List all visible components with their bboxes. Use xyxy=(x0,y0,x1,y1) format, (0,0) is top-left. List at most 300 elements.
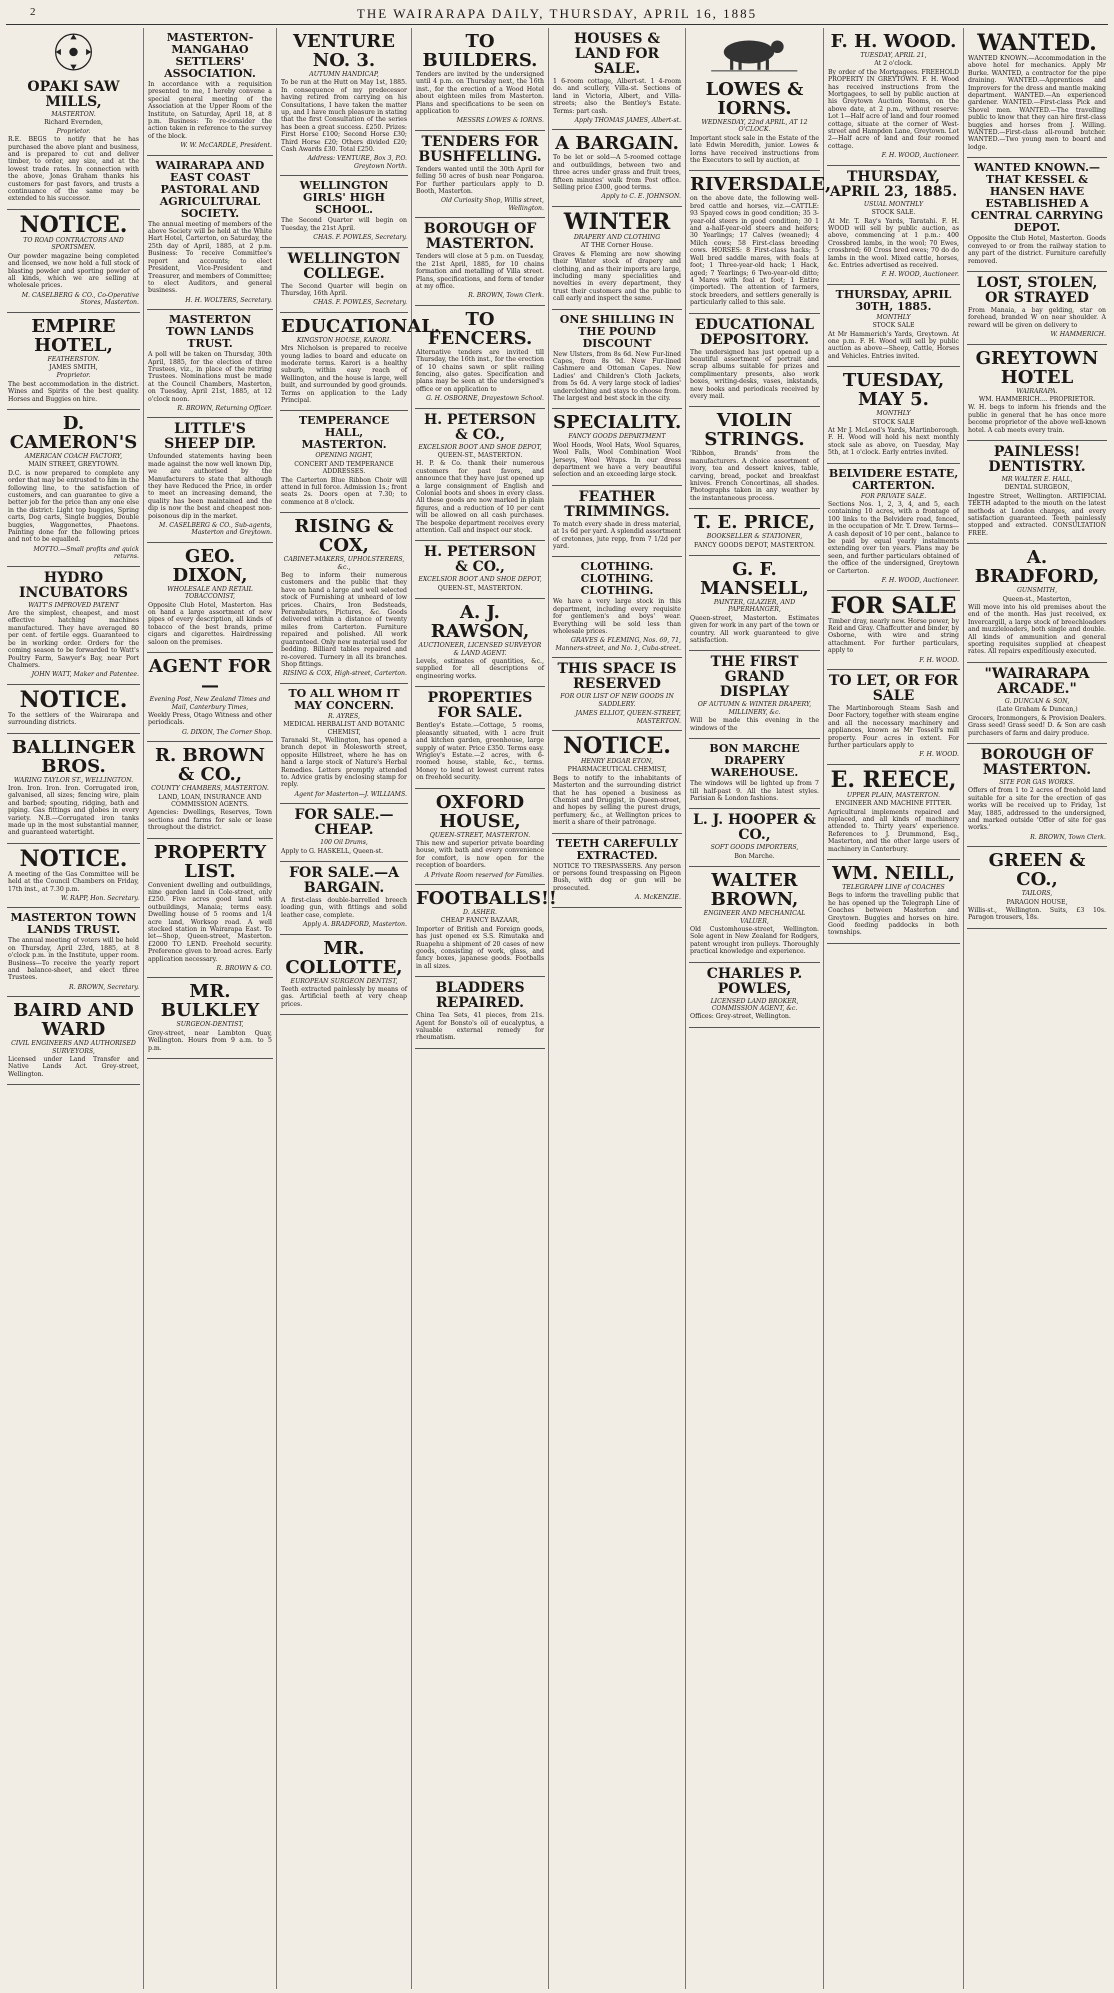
ad-heading: EDUCATIONAL. xyxy=(281,315,441,337)
advertisement xyxy=(280,313,441,412)
ad-body: Offices: Grey-street, Wellington. xyxy=(690,1013,791,1021)
advertisement xyxy=(7,734,140,844)
advertisement xyxy=(7,997,140,1085)
ad-signature: CHAS. F. POWLES, Secretary. xyxy=(313,234,407,242)
ad-body: Weekly Press, Otago Witness and other periodicals. xyxy=(148,711,272,727)
advertisement xyxy=(7,908,140,997)
page-number: 2 xyxy=(30,6,36,18)
advertisement xyxy=(967,28,1107,158)
ad-heading: AGENT FOR— xyxy=(148,656,272,697)
advertisement xyxy=(552,207,682,310)
advertisement xyxy=(147,978,273,1059)
advertisement xyxy=(7,567,140,685)
ad-heading: FOR SALE.—A BARGAIN. xyxy=(289,865,399,896)
ad-name: MAIN STREET, GREYTOWN. xyxy=(28,461,119,469)
ad-name: STOCK SALE xyxy=(872,418,915,426)
advertisement xyxy=(147,156,273,310)
ad-body: At Mr. T. Ray's Yards, Taratahi. F. H. WOOD will sell by public auction, as above, commencing at 1 p.m.: 400 Crossbred lambs, in the wool; 70 Ewes, crossbred; 60 Cross bred ewes; 70 do do lambs in the wool. Mixed cattle, horses, &c. Entries advertised as received. xyxy=(828,217,959,269)
ad-subheading: MR WALTER E. HALL, xyxy=(1001,475,1073,483)
ad-body: Licensed under Land Transfer and Native Lands Act. Grey-street, Wellington. xyxy=(8,1056,139,1078)
ad-body: The Second Quarter will begin on Tuesday, the 21st April. xyxy=(281,217,407,232)
ad-body: 1 6-room cottage, Albert-st. 1 4-room do. and scullery, Villa-st. Sections of land in Victoria, Albert, and Villa-streets; also the Bentley's Estate. Terms: part cash. xyxy=(553,78,681,115)
ad-heading: WELLINGTON GIRLS' HIGH SCHOOL. xyxy=(299,179,389,217)
advertisement xyxy=(689,651,820,739)
ad-body: Tenders are invited by the undersigned until 4 p.m. on Thursday next, the 16th inst., for the erection of a Wood Hotel about eighteen miles from Masterton. Plans and specifications to be seen on application to xyxy=(416,71,544,116)
ad-body: W. H. begs to inform his friends and the public in general that he has once more become proprietor of the above well-known hotel. A cab meets every train. xyxy=(968,404,1106,434)
advertisement xyxy=(689,739,820,809)
ad-body: NOTICE TO TRESPASSERS. Any person or persons found trespassing on Pigeon Bush, with dog or gun will be prosecuted. xyxy=(553,862,681,892)
ad-body: To be let or sold—A 5-roomed cottage and outbuildings, between two and three acres under grass and fruit trees, fifteen minutes' walk from Post office. Selling price £300, good terms. xyxy=(553,154,681,192)
ad-heading: BELVIDERE ESTATE, CARTERTON. xyxy=(828,466,959,492)
ad-heading: OPAKI SAW MILLS, xyxy=(27,79,120,110)
ad-name: ENGINEER AND MACHINE FITTER. xyxy=(835,800,952,808)
ad-body: The windows will be lighted up from 7 till half-past 9. All the latest styles. Parisian & London fashions. xyxy=(690,780,819,802)
ad-heading: BAIRD AND WARD xyxy=(13,1000,134,1041)
ad-name: PARAGON HOUSE, xyxy=(1006,898,1068,906)
ad-heading: EMPIRE HOTEL, xyxy=(31,315,116,356)
advertisement xyxy=(415,409,545,542)
ad-heading: GREYTOWN HOTEL xyxy=(975,347,1099,388)
ad-body: Tenders wanted until the 30th April for felling 50 acres of bush near Pongaroa. For further particulars apply to D. Booth, Masterton. xyxy=(416,165,544,196)
ad-heading: FEATHER TRIMMINGS. xyxy=(564,488,670,520)
ad-body: Tenders will close at 5 p.m. on Tuesday, the 21st April, 1885, for 10 chains formation and metalling of Villa street. Plans, specifications, and form of tender at my office. xyxy=(416,253,544,290)
ad-heading: CHARLES P. POWLES, xyxy=(706,965,803,997)
advertisement xyxy=(552,28,682,130)
advertisement xyxy=(552,409,682,485)
ad-heading: THURSDAY, APRIL 30TH, 1885. xyxy=(835,287,952,313)
ad-body: Begs to inform the travelling public that he has opened up the Telegraph Line of Coaches between Masterton and Greytown. Buggies and horses on hire. Good feeding paddocks in both townships. xyxy=(828,892,959,937)
ad-heading: A. BRADFORD, xyxy=(974,547,1100,588)
advertisement xyxy=(967,744,1107,847)
ad-subheading: TUESDAY, APRIL 21, xyxy=(860,52,927,59)
ad-subheading: G. DUNCAN & SON, xyxy=(1004,697,1070,705)
ad-name: PHARMACEUTICAL CHEMIST, xyxy=(567,766,667,774)
ad-body: This new and superior private boarding house, with bath and every convenience for comfort, is now open for the reception of boarders. xyxy=(416,839,544,870)
ad-body: A first-class double-barrelled breech loading gun, with fittings and solid leather case, complete. xyxy=(281,897,407,919)
ad-subheading: USUAL MONTHLY xyxy=(863,200,924,208)
ad-body: To the settlers of the Wairarapa and surrounding districts. xyxy=(8,711,139,727)
advertisement xyxy=(552,130,682,206)
ad-signature: MOTTO.—Small profits and quick returns. xyxy=(33,545,139,561)
ad-heading: CLOTHING. CLOTHING. CLOTHING. xyxy=(580,560,654,598)
ad-signature: G. H. OSBORNE, Drayestown School. xyxy=(425,395,544,403)
ad-heading: MASTERTON TOWN LANDS TRUST. xyxy=(166,313,254,351)
ad-body: China Tea Sets, 41 pieces, from 21s. Agent for Bonsto's oil of eucalyptus, a valuable external remedy for rheumatism. xyxy=(416,1012,544,1042)
advertisement xyxy=(827,28,960,166)
ad-heading: WM. NEILL, xyxy=(832,863,955,885)
ad-heading: D. CAMERON'S xyxy=(9,412,138,453)
ad-title: Proprietor. xyxy=(56,127,91,135)
ad-subheading: FOR OUR LIST OF NEW GOODS IN SADDLERY. xyxy=(560,693,674,708)
ad-subheading: KINGSTON HOUSE, KARORI. xyxy=(296,336,392,344)
ad-body: The Martinborough Steam Sash and Door Factory, together with steam engine and all the necessary machinery and appliances, known as Mr Tossell's mill property. Four acres in extent. For further particulars apply to xyxy=(828,704,959,749)
ad-body: H. P. & Co. thank their numerous customers for past favors, and announce that they have just opened up a large consignment of English and Colonial boots and shoes in every class. All these goods are now marked in plain figures, and a reduction of 10 per cent will be allowed on all cash purchases. The bespoke department receives every attention. Call and inspect our stock. xyxy=(416,460,544,535)
ad-heading: LITTLE'S SHEEP DIP. xyxy=(164,421,256,453)
ad-name: AT THE Corner House. xyxy=(580,242,654,250)
ad-body: The best accommodation in the district. Wines and Spirits of the best quality. Horses and Buggies on hire. xyxy=(8,380,139,403)
ad-heading: LOWES & IORNS. xyxy=(705,79,804,119)
ad-heading: NOTICE. xyxy=(19,686,128,713)
ad-body: 'Ribbon, Brands' from the manufacturers. A choice assortment of ivory, tea and dessert knives, table, carving, bread, pocket and breakfast knives. French Concertinas, all shades. Photographs taken in any weather by the instantaneous process. xyxy=(690,450,819,502)
ad-subheading: DRAPERY AND CLOTHING xyxy=(573,233,661,241)
ad-signature: M. CASELBERG & CO., Co-Operative Stores, Masterton. xyxy=(21,291,139,307)
ad-name: Richard Evernden, xyxy=(44,119,103,127)
ad-body: Offers of from 1 to 2 acres of freehold land suitable for a site for the erection of gas works will be received up to Friday, 1st May, 1885, addressed to the undersigned, and marked outside 'Offer of site for gas works.' xyxy=(968,787,1106,832)
advertisement xyxy=(147,28,273,156)
ad-signature: W. HAMMERICH. xyxy=(1050,331,1106,339)
column-3 xyxy=(277,28,441,1989)
ad-subheading: EXCELSIOR BOOT AND SHOE DEPOT, xyxy=(418,443,542,451)
ad-heading: MASTERTON-MANGAHAO SETTLERS' ASSOCIATION. xyxy=(164,31,256,80)
ad-signature: A. McKENZIE. xyxy=(635,894,681,902)
advertisement xyxy=(552,834,682,908)
ad-signature: RISING & COX, High-street, Carterton. xyxy=(282,670,407,678)
ad-heading: MR. BULKLEY xyxy=(160,981,260,1022)
ad-body: Queen-street, Masterton. Estimates given for work in any part of the town or country. All work guaranteed to give satisfaction. xyxy=(690,614,819,645)
ad-heading: BON MARCHE DRAPERY WAREHOUSE. xyxy=(709,742,800,780)
ad-body: Ingestre Street, Wellington. ARTIFICIAL TEETH adapted to the mouth on the latest methods at London charges, and every satisfaction guaranteed. Teeth painlessly stopped and extracted. CONSULTATION FREE. xyxy=(968,492,1106,537)
ad-subheading: EUROPEAN SURGEON DENTIST, xyxy=(290,977,398,985)
ad-body: Bentley's Estate.—Cottage, 5 rooms, pleasantly situated, with 1 acre fruit and kitchen garden, greenhouse, large supply of water. Price £350. Terms easy. Wrigley's Estate.—2 acres, with 6-roomed house, stable, &c., terms. Money to lend at lowest current rates on freehold security. xyxy=(416,722,544,782)
ad-subheading: OF AUTUMN & WINTER DRAPERY, MILLINERY, &c. xyxy=(697,701,812,716)
advertisement xyxy=(967,663,1107,744)
ad-signature: H. H. WOLTERS, Secretary. xyxy=(185,296,272,304)
advertisement xyxy=(7,76,140,210)
ad-signature: GRAVES & FLEMING, Nos. 69, 71, Manners-street, and No. 1, Cuba-street. xyxy=(555,637,681,652)
ad-body: on the above date, the following well-bred cattle and horses, viz.—CATTLE: 93 Spayed cows in good condition; 35 3-year-old steers in good condition; 30 1 and a-half-year-old steers and heifers; 30 Yearlings; 17 Calves (weaned); 4 Milch cows; 58 First-class breeding cows. HORSES: 8 First-class hacks; 5 Well bred saddle mares, with foals at foot; 1 Three-year-old hack; 1 Hack, aged; 7 Yearlings; 6 Two-year-old ditto; 4 Mares with foal at foot; 1 Entire (imported). The attention of farmers, stock breeders, and settlers generally is particularly called to this sale. xyxy=(690,195,819,307)
ad-heading: G. F. MANSELL, xyxy=(700,559,809,600)
ad-heading: A. J. RAWSON, xyxy=(430,602,530,643)
advertisement xyxy=(827,860,960,944)
advertisement xyxy=(415,131,545,218)
ad-body: R.E. BEGS to notify that he has purchased the above plant and business, and is prepared to cut and deliver timber, to order, any size, and at the lowest trade rates. In connection with the above, Jonas Graham thanks his customers for past favors, and trusts a continuance of the same may be extended to his successor. xyxy=(8,136,139,203)
ad-signature: CHAS. F. POWLES, Secretary. xyxy=(313,299,407,307)
ad-signature: F. H. WOOD. xyxy=(919,751,959,759)
ad-subheading: 100 Oil Drums, xyxy=(320,839,368,847)
ad-subheading: FOR PRIVATE SALE. xyxy=(860,492,927,500)
ad-signature: A Private Room reserved for Families. xyxy=(424,871,544,879)
ad-heading: THE FIRST GRAND DISPLAY xyxy=(710,654,799,701)
ad-heading: NOTICE. xyxy=(19,845,128,872)
ad-subheading: AUCTIONEER, LICENSED SURVEYOR & LAND AGENT. xyxy=(418,642,542,657)
column-6 xyxy=(686,28,832,1989)
ad-body: The Carterton Blue Ribbon Choir will attend in full force. Admission 1s.; front seats 2s. Doors open at 7.30; to commence at 8 o'clock. xyxy=(281,476,407,506)
ad-subheading: FEATHERSTON. xyxy=(47,355,100,363)
ad-name: STOCK SALE. xyxy=(871,209,916,217)
ad-body: At Mr J. McLeod's Yards, Martinborough. F. H. Wood will hold his next monthly stock sale as above, on Tuesday, May 5th, at 1 o'clock. Early entries invited. xyxy=(828,427,959,457)
advertisement xyxy=(689,509,820,556)
ad-body: A meeting of the Gas Committee will be held at the Council Chambers on Friday, 17th inst., at 7.30 p.m. xyxy=(8,870,139,893)
ad-heading: "WAIRARAPA ARCADE." xyxy=(984,665,1090,697)
ad-heading: BLADDERS REPAIRED. xyxy=(435,980,525,1012)
ad-heading: FOR SALE xyxy=(830,592,957,619)
ad-body: The Second Quarter will begin on Thursday, 16th April. xyxy=(281,282,407,297)
ad-body: Opposite Club Hotel, Masterton. Has on hand a large assortment of new pipes of every description, all kinds of tobacco of the best brands, prime cigars and cigarettes. Hairdressing saloon on the premises. xyxy=(148,601,272,646)
ad-heading: RISING & COX, xyxy=(294,516,394,557)
ad-body: In accordance with a requisition presented to me, I hereby convene a special general meeting of the Association at the Upper Room of the Institute, on Saturday, April 18, at 8 p.m. Business: To re-consider the action taken in reference to the survey of the block. xyxy=(148,81,272,140)
ad-body: Taranaki St., Wellington, has opened a branch depot in Molesworth street, opposite Hillstreet, where he has on hand a large stock of Nature's Herbal Remedies. Letters promptly attended to. Advice gratis by enclosing stamp for reply. xyxy=(281,736,407,789)
ad-body: New Ulsters, from 8s 6d. New Fur-lined Capes, from 8s 9d. New Fur-lined Cashmere and Ottoman Capes. New Ladies' and Children's Cloth Jackets, from 5s 6d. A very large stock of ladies' underclothing and stays to choose from. The largest and best stock in the city. xyxy=(553,350,681,402)
ad-subheading: WEDNESDAY, 22nd APRIL, AT 12 O'CLOCK. xyxy=(701,119,808,134)
ad-subheading: R. AYRES, xyxy=(327,712,361,720)
advertisement xyxy=(827,591,960,670)
advertisement xyxy=(280,684,408,804)
advertisement xyxy=(689,556,820,651)
ad-body: Mrs Nicholson is prepared to receive young ladies to board and educate on moderate terms. Karori is a healthy suburb, within easy reach of Wellington, and the house is large, well built, and surrounded by good grounds. Terms on application to the Lady Principal. xyxy=(281,345,407,404)
ad-subheading: Evening Post, New Zealand Times and Mail, Canterbury Times, xyxy=(149,696,271,711)
ad-signature: Apply to C. E. JOHNSON. xyxy=(601,193,681,201)
ad-signature: W. W. McCARDLE, President. xyxy=(180,142,272,150)
advertisement xyxy=(415,306,545,409)
ad-heading: MR. COLLOTTE, xyxy=(285,937,403,978)
ad-body: Importer of British and Foreign goods, has just opened ex S.S. Rimutaka and Ruapehu a shipment of 20 cases of new goods, consisting of work, glass, and fancy boxes, japanese goods. Footballs in all sizes. xyxy=(416,925,544,970)
advertisement xyxy=(7,410,140,567)
advertisement xyxy=(827,166,960,285)
advertisement xyxy=(689,867,820,962)
ad-signature: JOHN WATT, Maker and Patentee. xyxy=(31,671,139,679)
advertisement xyxy=(689,407,820,509)
ad-heading: HOUSES & LAND FOR SALE. xyxy=(573,31,661,77)
ad-heading: FOOTBALLS!! xyxy=(416,887,557,909)
masthead-rule xyxy=(6,24,1108,25)
ad-heading: PROPERTIES FOR SALE. xyxy=(427,690,533,722)
ad-subheading: TAILORS, xyxy=(1021,890,1053,898)
ad-signature: F. H. WOOD, Auctioneer. xyxy=(881,271,959,279)
ad-heading: MASTERTON TOWN LANDS TRUST. xyxy=(10,911,137,937)
ad-body: By order of the Mortgagees. FREEHOLD PROPERTY IN GREYTOWN. F. H. Wood has received instructions from the Mortgagees, to sell by public auction at his Greytown Auction Rooms, on the above date, at 2 p.m., without reserve: Lot 1—Half acre of land and four roomed cottage, situate at the corner of West-street and Hampden Lane, Greytown. Lot 2—Half acre of land and four roomed cottage. xyxy=(828,68,959,150)
advertisement xyxy=(7,844,140,909)
ad-heading: BALLINGER BROS. xyxy=(11,736,136,777)
ad-body: Grocers, Ironmongers, & Provision Dealers. Grass seed! Grass seed! D. & Son are cash purchasers of farm and dairy produce. xyxy=(968,714,1106,737)
advertisement xyxy=(147,839,273,979)
ad-name: STOCK SALE xyxy=(872,322,915,330)
ad-body: Will move into his old premises about the end of the month. Has just received, ex Invercargill, a large stock of breechloaders and muzzleloaders, both single and double. All kinds of ammunition and general sporting requisites supplied at cheapest rates. All repairs expeditiously executed. xyxy=(968,604,1106,656)
advertisement xyxy=(280,176,408,247)
ad-body: WANTED KNOWN.—Accommodation in the above hotel for mechanics. Apply Mr Burke. WANTED, a contractor for the pipe draining. WANTED.—Apprentices and Improvers for the dress and mantle making department. WANTED.—An experienced gardener. WANTED.—First-class Pick and Shovel men. WANTED.—The travelling public to know that they can hire first-class buggies and horses from J. Willing. WANTED.—First-class all-round butcher. WANTED.—Two young men to board and lodge. xyxy=(968,55,1106,151)
ad-subheading: BOOKSELLER & STATIONER, xyxy=(706,533,803,541)
advertisement xyxy=(147,742,273,838)
ad-body: Apply to G. HASKELL, Queen-st. xyxy=(281,847,384,855)
column-7 xyxy=(824,28,964,1989)
ad-signature: R. BROWN, Secretary. xyxy=(69,983,139,991)
ad-subheading: CABINET-MAKERS, UPHOLSTERERS, &c., xyxy=(283,556,405,571)
ad-subheading: MONTHLY xyxy=(876,313,911,321)
advertisement xyxy=(967,847,1107,929)
ad-heading: NOTICE. xyxy=(19,211,128,238)
ad-heading: PROPERTY LIST. xyxy=(153,841,267,882)
ad-body: Important stock sale in the Estate of the late Edwin Meredith, junior. Lowes & Iorns have received instructions from the Executors to sell by auction, at xyxy=(690,134,819,165)
ad-subheading: AUTUMN HANDICAP, xyxy=(309,71,379,78)
advertisement xyxy=(415,789,545,885)
advertisement xyxy=(827,765,960,860)
ad-body: D.C. is now prepared to complete any order that may be entrusted to him in the following line, to the satisfaction of customers, and can guarantee to give a better job for the price than any one else in the district: Light top buggies, Spring carts, Dog carts, Single buggies, Double buggies, Waggonettes, Phaetons. Painting done for the following prices and not to be equalled. xyxy=(8,469,139,544)
ad-heading: GREEN & CO., xyxy=(988,850,1086,891)
column-1 xyxy=(4,28,144,1989)
ad-heading: TEETH CAREFULLY EXTRACTED. xyxy=(555,836,679,862)
advertisement xyxy=(689,76,820,171)
ad-heading: H. PETERSON & CO., xyxy=(424,411,536,443)
advertisement xyxy=(280,248,408,313)
advertisement xyxy=(7,210,140,313)
ad-body: Agricultural implements repaired and replaced, and all kinds of machinery attended to. Thirty years' experience. References to J. Drummond, Esq., Masterton, and the other large users of machinery in Canterbury. xyxy=(828,808,959,853)
ad-heading: EDUCATIONAL DEPOSITORY. xyxy=(695,316,814,348)
ad-subheading: HENRY EDGAR ETON, xyxy=(580,757,654,765)
ad-signature: JAMES ELLIOT, QUEEN-STREET, MASTERTON. xyxy=(575,710,681,725)
ad-heading: VENTURE NO. 3. xyxy=(293,31,395,71)
advertisement xyxy=(689,171,832,313)
ad-body: Will be made this evening in the windows of the xyxy=(690,717,819,732)
ad-body: Old Customhouse-street, Wellington. Sole agent in New Zealand for Rodgers, patent wrought iron pulleys. Thoroughly practical knowledge and experience. xyxy=(690,925,819,956)
ad-subheading: EXCELSIOR BOOT AND SHOE DEPOT, xyxy=(418,576,542,584)
advertisement xyxy=(147,418,273,542)
advertisement xyxy=(415,28,545,131)
ad-body: Opposite the Club Hotel, Masterton. Goods conveyed to or from the railway station to any part of the district. Furniture carefully removed. xyxy=(968,235,1106,265)
ad-heading: WINTER xyxy=(563,208,671,235)
advertisement xyxy=(280,935,408,1016)
ad-body: Grey-street, near Lambton Quay, Wellington. Hours from 9 a.m. to 5 p.m. xyxy=(148,1029,272,1052)
ad-heading: WAIRARAPA AND EAST COAST PASTORAL AND AGRICULTURAL SOCIETY. xyxy=(155,158,265,220)
ad-subheading: WARING TAYLOR ST., WELLINGTON. xyxy=(13,776,134,784)
ad-signature: R. BROWN, Returning Officer. xyxy=(177,404,272,412)
ad-body: The annual meeting of voters will be held on Thursday, April 23rd, 1885, at 8 o'clock p.m. in the Institute, upper room. Business—To receive the yearly report and balance-sheet, and elect three Trustees. xyxy=(8,937,139,982)
ad-subheading: TELEGRAPH LINE of COACHES xyxy=(842,884,945,892)
ad-body: Agencies: Dwellings, Reserves, Town sections and farms for sale or lease throughout the district. xyxy=(148,809,272,832)
ad-subheading: LICENSED LAND BROKER, COMMISSION AGENT, &c. xyxy=(710,997,799,1012)
advertisement xyxy=(415,687,545,788)
ad-body: Teeth extracted painlessly by means of gas. Artificial teeth at very cheap prices. xyxy=(281,986,407,1008)
ad-heading: TO LET, OR FOR SALE xyxy=(828,672,959,704)
ad-heading: TO BUILDERS. xyxy=(422,31,538,71)
ad-signature: W. RAPP, Hon. Secretary. xyxy=(60,895,139,902)
ad-subheading: SURGEON-DENTIST, xyxy=(176,1021,244,1029)
advertisement xyxy=(415,977,545,1049)
advertisement xyxy=(552,557,682,658)
ad-subheading: TO ROAD CONTRACTORS AND SPORTSMEN. xyxy=(23,236,124,252)
masthead xyxy=(0,6,1114,22)
ad-name: MEDICAL HERBALIST AND BOTANIC CHEMIST, xyxy=(283,721,405,736)
ad-body: Sections Nos. 1, 2, 3, 4, and 5, each containing 10 acres, with a frontage of 100 links to the Belvidere road, fenced, in the occupation of Mr. T. Drew. Terms—A cash deposit of 10 per cent., balance to be paid by equal yearly instalments extending over ten years. Plans may be seen, and further particulars obtained of the office of the undersigned, Greytown or Carterton. xyxy=(828,501,959,575)
ad-heading: RIVERSDALE, xyxy=(690,174,832,196)
ad-signature: Apply A. BRADFORD, Masterton. xyxy=(302,921,407,929)
ad-heading: OXFORD HOUSE, xyxy=(435,791,525,832)
advertisement xyxy=(415,541,545,599)
ad-heading: T. E. PRICE, xyxy=(693,512,816,534)
ad-heading: LOST, STOLEN, OR STRAYED xyxy=(976,274,1098,306)
ad-name: QUEEN-ST., MASTERTON. xyxy=(437,584,523,592)
ad-subheading: WATT'S IMPROVED PATENT xyxy=(28,601,119,609)
ad-heading: H. PETERSON & CO., xyxy=(424,544,536,576)
advertisement xyxy=(689,809,820,867)
ad-heading: E. REECE, xyxy=(830,766,957,793)
ad-body: At Mr Hammerich's Yards, Greytown. At one p.m. F. H. Wood will sell by public auction as above—Sheep, Cattle, Horses and Vehicles. Entries invited. xyxy=(828,330,959,360)
ad-heading: FOR SALE.—CHEAP. xyxy=(294,807,394,839)
ad-name: WM. HAMMERICH.... PROPRIETOR. xyxy=(978,395,1096,403)
ad-subheading: QUEEN-STREET, MASTERTON. xyxy=(429,831,531,839)
ad-name: LAND, LOAN, INSURANCE AND COMMISSION AGENTS. xyxy=(158,793,262,808)
ad-body: The undersigned has just opened up a beautiful assortment of portrait and scrap albums suitable for prizes and complimentary presents, also work boxes, writing-desks, vases, inkstands, new books and periodicals received by every mail. xyxy=(690,348,819,400)
advertisement xyxy=(415,885,557,977)
ad-name: CONCERT AND TEMPERANCE ADDRESSES. xyxy=(294,460,394,476)
ad-heading: BOROUGH OF MASTERTON. xyxy=(980,746,1094,778)
ad-name: Bon Marche. xyxy=(734,852,775,860)
ad-name: FANCY GOODS DEPOT, MASTERTON. xyxy=(694,541,815,549)
ad-body: We have a very large stock in this department, including every requisite for gentlemen's and boys' wear. Everything will be sold less than wholesale prices. xyxy=(553,598,681,636)
column-5 xyxy=(549,28,686,1989)
ad-subheading: D. ASHER. xyxy=(463,908,497,916)
ad-body: Unfounded statements having been made against the now well known Dip, we are authorised by the Manufacturers to state that although they have Reduced the Price, in order to meet an increasing demand, the quality has been maintained and the dip is now the best and cheapest non-poisonous dip in the market. xyxy=(148,453,272,520)
ad-body: Our powder magazine being completed and licensed, we now hold a full stock of blasting powder and sporting powder of all kinds, which we are selling at wholesale prices. xyxy=(8,252,139,290)
ad-body: Begs to notify to the inhabitants of Masterton and the surrounding district that he has opened a business as Chemist and Druggist, in Queen-street, and hopes by selling the purest drugs, perfumery, &c., at Wellington prices to merit a share of their patronage. xyxy=(553,774,681,827)
masthead-title: THE WAIRARAPA DAILY, THURSDAY, APRIL 16, 1885 xyxy=(356,6,758,21)
cattle-engraving-icon xyxy=(707,31,802,73)
advertisement xyxy=(552,658,682,731)
ad-signature: Apply THOMAS JAMES, Albert-st. xyxy=(574,117,681,125)
ad-heading: R. BROWN & CO., xyxy=(154,745,265,786)
advertisement xyxy=(552,486,682,558)
advertisement xyxy=(280,28,408,176)
advertisement xyxy=(967,544,1107,663)
advertisement xyxy=(689,963,820,1028)
ad-title: Proprietor. xyxy=(56,372,91,380)
ad-subheading: AMERICAN COACH FACTORY, xyxy=(24,452,123,460)
ad-heading: SPECIALITY. xyxy=(553,412,682,434)
ad-body: Alternative tenders are invited till Thursday, the 16th inst., for the erection of 10 chains sawn or split railing fencing, also gates. Specification and plans may be seen at the undersigned's office or on application to xyxy=(416,348,544,393)
ad-signature: Old Curiosity Shop, Willis street, Wellington. xyxy=(440,197,544,212)
ad-heading: TUESDAY, MAY 5. xyxy=(842,370,945,411)
ad-subheading: WAIRARAPA. xyxy=(1016,387,1058,395)
ad-body: A poll will be taken on Thursday, 30th April, 1885, for the election of three Trustees, viz., in place of the retiring Trustees. Nominations must be made at the Council Chambers, Masterton, on Tuesday, April 21st, 1885, at 12 o'clock noon. xyxy=(148,351,272,403)
ad-body: Beg to inform their numerous customers and the public that they have on hand a large and well selected stock of Furnishing at unheard of low prices. Chairs, Iron Bedsteads, Perambulators, Pictures, &c. Goods delivered within a distance of twenty miles from Carterton. Furniture repaired and polished. All work guaranteed. Only new material used for bedding. Billiard tables repaired and re-covered. Turnery in all its branches. Shop fittings. xyxy=(281,572,407,668)
ad-signature: R. BROWN, Town Clerk. xyxy=(1030,833,1106,841)
column-4 xyxy=(412,28,557,1989)
ad-name: CHEAP FANCY BAZAAR, xyxy=(440,917,520,925)
column-2 xyxy=(144,28,277,1989)
ad-heading: A BARGAIN. xyxy=(555,133,679,155)
advertisement xyxy=(280,411,408,513)
ad-heading: THURSDAY, APRIL 23, 1885. xyxy=(829,168,958,200)
ad-subheading: MASTERTON. xyxy=(51,111,96,118)
ad-name: DENTAL SURGEON, xyxy=(1004,484,1070,492)
advertisement xyxy=(147,653,273,742)
advertisement xyxy=(280,804,408,862)
advertisement xyxy=(827,285,960,367)
ad-subheading: GUNSMITH, xyxy=(1016,587,1058,595)
ad-signature: F. H. WOOD, Auctioneer. xyxy=(881,577,959,585)
ad-subheading: SITE FOR GAS WORKS. xyxy=(999,778,1075,786)
ad-body: Willis-st., Wellington. Suits, £3 10s. Paragon trousers, 18s. xyxy=(968,906,1106,922)
ad-signature: Address: VENTURE, Box 3, P.O. Greytown North. xyxy=(307,155,407,170)
ad-subheading: MONTHLY xyxy=(876,410,911,418)
ad-body: To match every shade in dress material, at 1s 6d per yard. A splendid assortment of cretonnes, jute repp, from 7 1/2d per yard. xyxy=(553,520,681,551)
ad-heading: ONE SHILLING IN THE POUND DISCOUNT xyxy=(559,312,675,350)
ad-signature: R. BROWN, Town Clerk. xyxy=(468,292,544,300)
ad-heading: L. J. HOOPER & CO., xyxy=(693,812,816,844)
advertisement xyxy=(827,464,960,591)
advertisement xyxy=(967,345,1107,441)
advertisement xyxy=(552,310,682,410)
ad-name: JAMES SMITH, xyxy=(49,363,98,371)
ad-heading: HYDRO INCUBATORS xyxy=(19,569,128,601)
ad-heading: WANTED KNOWN.—THAT KESSEL & HANSEN HAVE ESTABLISHED A CENTRAL CARRYING DEPOT. xyxy=(970,161,1104,235)
ad-body: To be run at the Hutt on May 1st, 1885. In consequence of my predecessor having retired from carrying on his Consultations, I have taken the matter up, and I have much pleasure in stating that the first Consultation of the series has been a great success. £250. Prizes: First Horse £100; Second Horse £30; Third Horse £20; Others divided £20; Cash Awards £30. Total £250. xyxy=(281,79,407,154)
column-8 xyxy=(964,28,1110,1989)
sawmill-engraving-icon xyxy=(42,31,105,73)
ad-subheading: COUNTY CHAMBERS, MASTERTON. xyxy=(151,785,269,793)
ad-body: Graves & Fleming are now showing their Winter stock of drapery and clothing, and as their imports are large, including many specialities and novelties in every department, they trust their customers and the public to call early and inspect the same. xyxy=(553,250,681,303)
ad-body: The annual meeting of members of the above Society will be held at the White Hart Hotel, Carterton, on Saturday, the 25th day of April, 1885, at 2 p.m. Business: To receive Committee's report and accounts; to elect President, Vice-President and Treasurer, and members of Committee; to elect Auditors, and general business. xyxy=(148,220,272,295)
ad-subheading: ENGINEER AND MECHANICAL VALUER, xyxy=(703,910,806,925)
ad-body: Convenient dwelling and outbuildings, nine garden land in Cole-street, only £250. Five acres good land with outbuildings, Manaia; terms easy. Dwelling house of 5 rooms and 1/4 acre land, Worksop road. A well stocked station in Wairarapa East. To let—Shop, Queen-street, Masterton. £2000 TO LEND. Freehold security. Preference given to broad acres. Early application necessary. xyxy=(148,881,272,963)
